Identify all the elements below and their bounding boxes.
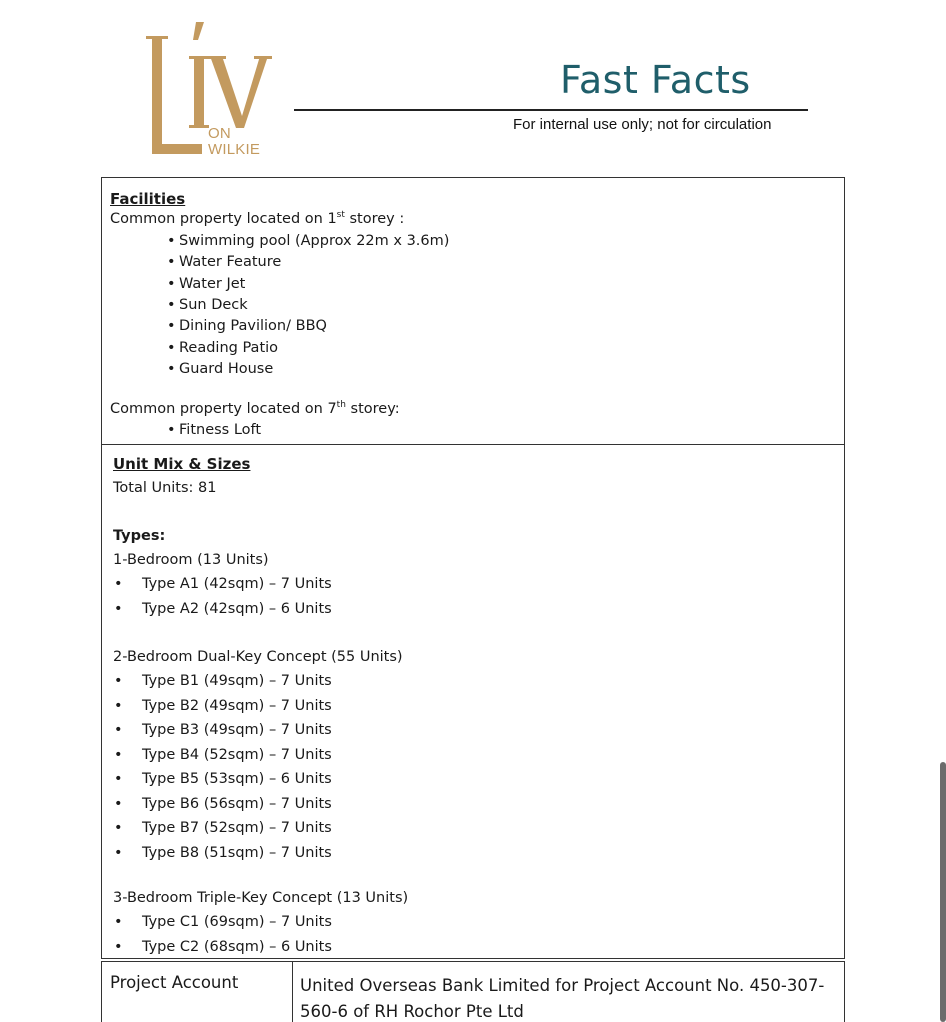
unit-group-title: 1-Bedroom (13 Units) (113, 552, 269, 568)
title-underline (294, 109, 808, 111)
bullet-icon: • (114, 600, 123, 617)
types-label: Types: (113, 528, 166, 544)
bullet-icon: • (114, 795, 123, 812)
unit-group-title: 2-Bedroom Dual-Key Concept (55 Units) (113, 649, 403, 665)
facility-item-text: Reading Patio (179, 339, 279, 356)
seventh-storey-sup: th (336, 400, 346, 410)
bullet-icon: • (114, 771, 123, 787)
unit-type-item: Type B1 (49sqm) – 7 Units (142, 673, 332, 689)
bullet-icon: • (167, 254, 176, 271)
facility-item (167, 274, 245, 294)
project-account-value: United Overseas Bank Limited for Project Account No. 450-307-560-6 of RH Rochor Pte Ltd (300, 976, 825, 1021)
internal-use-notice: For internal use only; not for circulation (513, 116, 772, 133)
facility-item (167, 252, 281, 272)
facility-item-text: Water Feature (179, 254, 282, 271)
facility-item (167, 316, 327, 336)
bullet-icon: • (114, 746, 123, 763)
total-units: Total Units: 81 (113, 480, 217, 496)
facility-item-text: Sun Deck (179, 296, 248, 313)
bullet-icon: • (114, 722, 123, 738)
bullet-icon: • (114, 673, 123, 689)
facility-item (167, 231, 449, 251)
unit-type-item: Type C2 (68sqm) – 6 Units (142, 938, 332, 955)
unit-type-item: Type C1 (69sqm) – 7 Units (142, 914, 332, 930)
bullet-icon: • (114, 576, 123, 592)
unit-type-item: Type B2 (49sqm) – 7 Units (142, 697, 332, 714)
facility-item-text: Guard House (179, 360, 274, 377)
page-title: Fast Facts (560, 58, 751, 102)
first-storey-sup: st (336, 210, 345, 220)
facility-item-text: Swimming pool (Approx 22m x 3.6m) (179, 233, 450, 249)
facility-item (167, 359, 273, 379)
first-storey-prefix: Common property located on 1 (110, 211, 337, 227)
project-account-row (101, 961, 845, 1022)
unit-type-item: Type B8 (51sqm) – 7 Units (142, 844, 332, 861)
seventh-storey-suffix: storey: (345, 401, 400, 417)
facility-item (167, 295, 248, 315)
first-storey-suffix: storey : (344, 211, 405, 227)
bullet-icon: • (114, 820, 123, 836)
logo-on-text: ON (208, 125, 231, 142)
unit-type-item: Type B3 (49sqm) – 7 Units (142, 722, 332, 738)
bullet-icon: • (167, 275, 176, 292)
bullet-icon: • (114, 697, 123, 714)
facility-item-text: Dining Pavilion/ BBQ (179, 318, 327, 335)
bullet-icon: • (167, 422, 176, 438)
unit-type-item: Type B5 (53sqm) – 6 Units (142, 771, 332, 787)
project-account-label: Project Account (110, 973, 239, 992)
bullet-icon: • (167, 318, 176, 335)
table-divider (292, 962, 293, 1022)
logo-wilkie-text: WILKIE (208, 141, 261, 158)
unit-mix-section (101, 444, 845, 959)
unit-type-item: Type B6 (56sqm) – 7 Units (142, 795, 332, 812)
bullet-icon: • (167, 233, 176, 249)
seventh-storey-prefix: Common property located on 7 (110, 401, 337, 417)
seventh-storey-line (110, 399, 400, 419)
facility-item-text: Fitness Loft (179, 422, 262, 438)
unit-type-item: Type B7 (52sqm) – 7 Units (142, 820, 332, 836)
unit-group-title: 3-Bedroom Triple-Key Concept (13 Units) (113, 890, 409, 906)
bullet-icon: • (167, 339, 176, 356)
bullet-icon: • (114, 844, 123, 861)
bullet-icon: • (167, 296, 176, 313)
bullet-icon: • (114, 914, 123, 930)
scrollbar-thumb[interactable] (940, 762, 946, 1022)
facility-item (167, 338, 278, 358)
bullet-icon: • (114, 938, 123, 955)
unit-type-item: Type B4 (52sqm) – 7 Units (142, 746, 332, 763)
facility-item (167, 420, 261, 440)
bullet-icon: • (167, 360, 176, 377)
unit-mix-heading: Unit Mix & Sizes (113, 455, 251, 473)
first-storey-line (110, 209, 404, 229)
facility-item-text: Water Jet (179, 275, 246, 292)
facilities-heading: Facilities (110, 190, 186, 208)
unit-type-item: Type A1 (42sqm) – 7 Units (142, 576, 332, 592)
facilities-section (101, 177, 845, 445)
unit-type-item: Type A2 (42sqm) – 6 Units (142, 600, 332, 617)
